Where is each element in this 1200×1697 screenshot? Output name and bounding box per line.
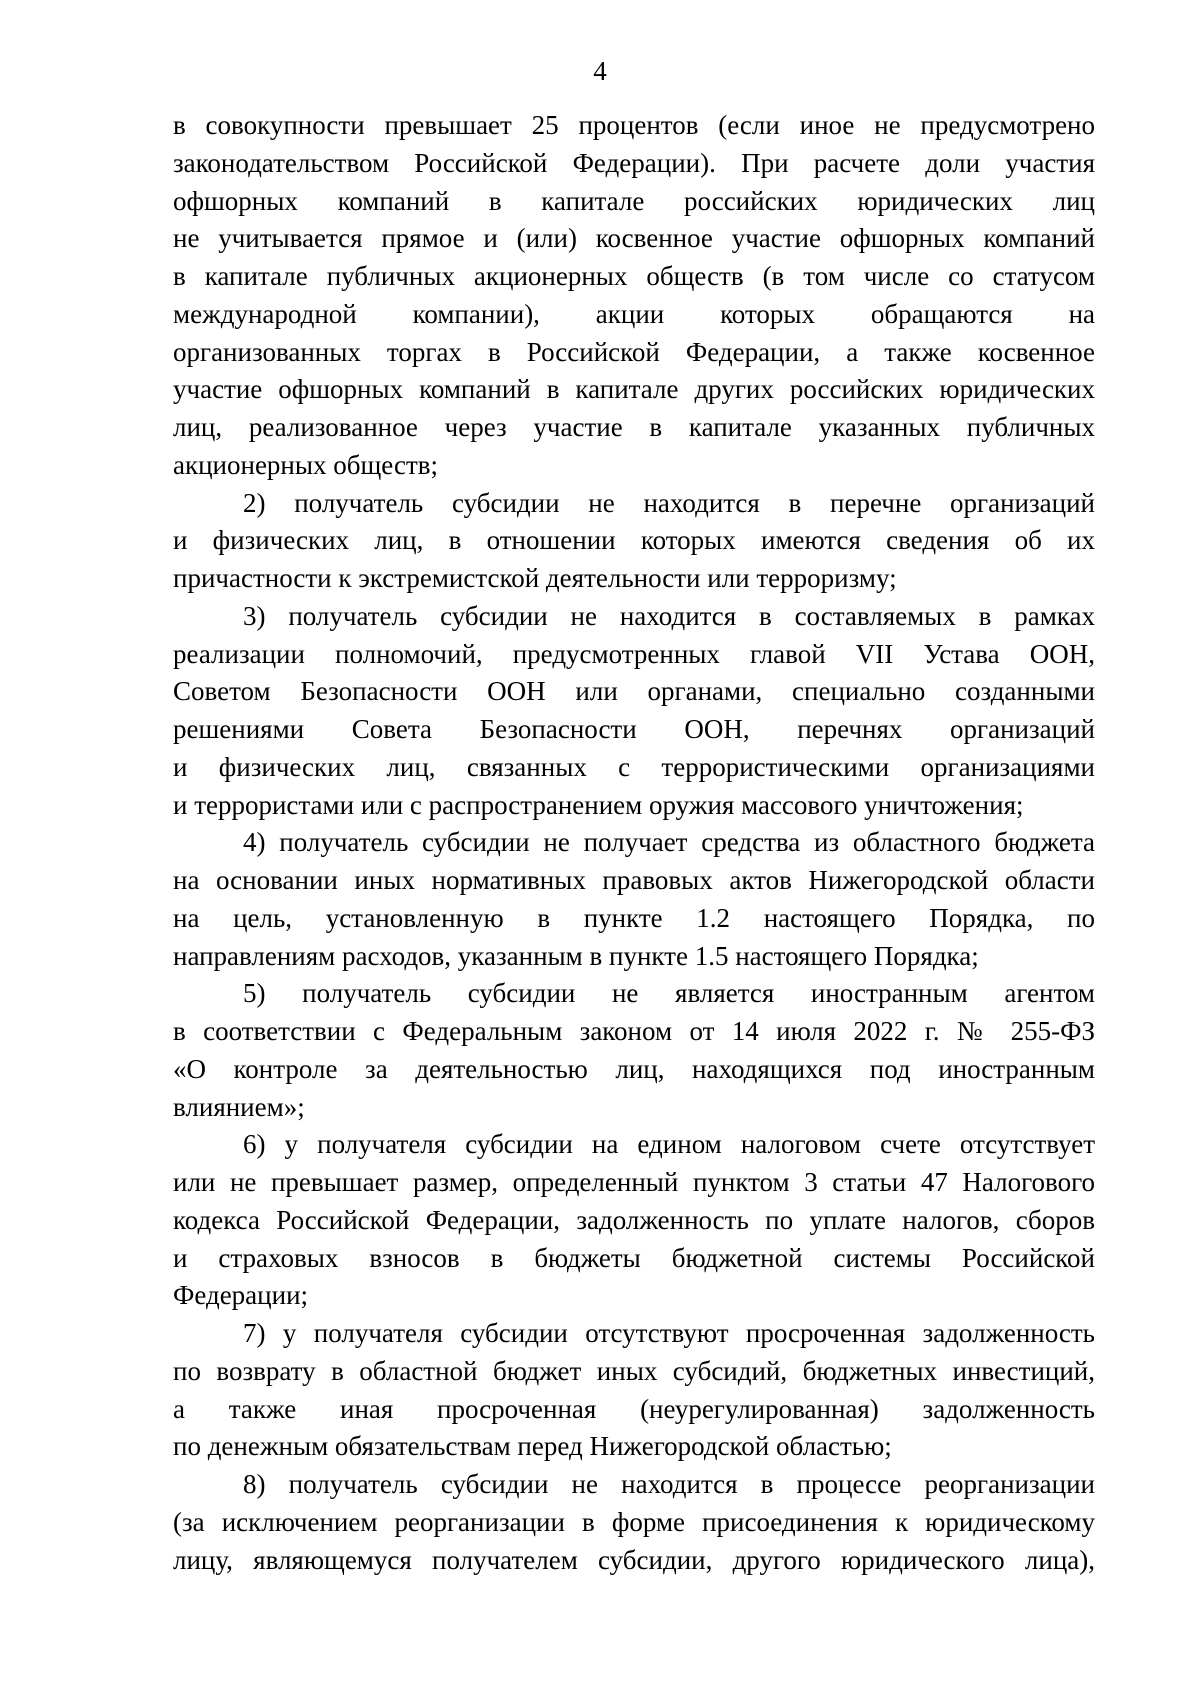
text-line: «О контроле за деятельностью лиц, находящихся под иностранным — [173, 1053, 1095, 1084]
text-line: а также иная просроченная (неурегулированная) задолженность — [173, 1393, 1095, 1424]
text-line: и террористами или с распространением оружия массового уничтожения; — [173, 789, 1024, 820]
document-body — [173, 107, 1095, 1579]
text-line: 6) у получателя субсидии на едином налоговом счете отсутствует — [243, 1129, 1095, 1160]
list-item-5 — [173, 975, 1095, 1126]
text-line: кодекса Российской Федерации, задолженность по уплате налогов, сборов — [173, 1204, 1095, 1235]
text-line: решениями Совета Безопасности ООН, перечнях организаций — [173, 714, 1095, 744]
text-line: в совокупности превышает 25 процентов (если иное не предусмотрено — [173, 110, 1095, 140]
text-line: в соответствии с Федеральным законом от 14 июля 2022 г. № 255-ФЗ — [173, 1016, 1095, 1046]
text-line: по возврату в областной бюджет иных субсидий, бюджетных инвестиций, — [173, 1355, 1095, 1386]
text-line: законодательством Российской Федерации). При расчете доли участия — [173, 147, 1095, 178]
text-line: направлениям расходов, указанным в пункте 1.5 настоящего Порядка; — [173, 940, 979, 971]
list-item-6 — [173, 1126, 1095, 1315]
list-item-7 — [173, 1315, 1095, 1466]
text-line: и физических лиц, связанных с террористическими организациями — [173, 751, 1095, 782]
text-line: лицу, являющемуся получателем субсидии, другого юридического лица), — [173, 1544, 1095, 1575]
page-number: 4 — [593, 56, 607, 86]
text-line: не учитывается прямое и (или) косвенное участие офшорных компаний — [173, 223, 1095, 254]
text-line: и физических лиц, в отношении которых имеются сведения об их — [173, 525, 1095, 556]
text-line: офшорных компаний в капитале российских юридических лиц — [173, 185, 1095, 216]
text-line: 5) получатель субсидии не является иностранным агентом — [243, 978, 1095, 1009]
text-line: 7) у получателя субсидии отсутствуют просроченная задолженность — [243, 1318, 1095, 1348]
text-line: 4) получатель субсидии не получает средства из областного бюджета — [243, 827, 1095, 858]
text-line: организованных торгах в Российской Федерации, а также косвенное — [173, 336, 1095, 367]
text-line: причастности к экстремистской деятельности или терроризму; — [173, 563, 897, 593]
text-line: влиянием»; — [173, 1091, 305, 1122]
text-line: на основании иных нормативных правовых актов Нижегородской области — [173, 865, 1095, 895]
text-line: лиц, реализованное через участие в капитале указанных публичных — [173, 412, 1095, 442]
text-line: 8) получатель субсидии не находится в процессе реорганизации — [243, 1469, 1095, 1499]
text-line: в капитале публичных акционерных обществ (в том числе со статусом — [173, 261, 1095, 291]
text-line: Федерации; — [173, 1280, 309, 1311]
paragraph-continuation — [173, 107, 1095, 485]
text-line: 2) получатель субсидии не находится в перечне организаций — [243, 487, 1095, 518]
list-item-3 — [173, 598, 1095, 825]
text-line: по денежным обязательствам перед Нижегородской областью; — [173, 1431, 892, 1462]
text-line: и страховых взносов в бюджеты бюджетной системы Российской — [173, 1242, 1095, 1273]
text-line: Советом Безопасности ООН или органами, специально созданными — [173, 676, 1095, 707]
list-item-8 — [173, 1466, 1095, 1579]
text-line: или не превышает размер, определенный пунктом 3 статьи 47 Налогового — [173, 1167, 1095, 1197]
list-item-4 — [173, 824, 1095, 975]
text-line: 3) получатель субсидии не находится в составляемых в рамках — [243, 600, 1095, 631]
text-line: (за исключением реорганизации в форме присоединения к юридическому — [173, 1506, 1095, 1537]
text-line: на цель, установленную в пункте 1.2 настоящего Порядка, по — [173, 902, 1095, 933]
list-item-2 — [173, 485, 1095, 598]
text-line: реализации полномочий, предусмотренных главой VII Устава ООН, — [173, 638, 1095, 669]
text-line: акционерных обществ; — [173, 449, 438, 480]
text-line: участие офшорных компаний в капитале других российских юридических — [173, 374, 1095, 405]
text-line: международной компании), акции которых обращаются на — [173, 298, 1095, 329]
